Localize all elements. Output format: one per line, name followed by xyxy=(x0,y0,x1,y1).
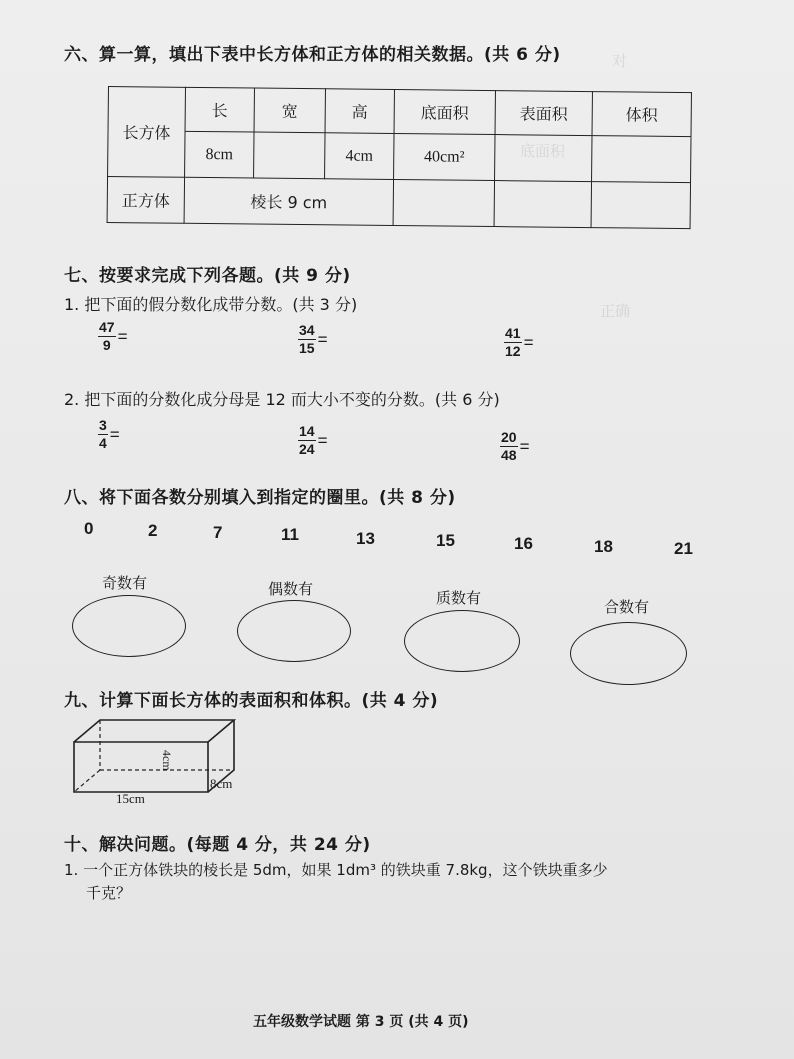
cuboid-base-area: 40cm² xyxy=(394,133,495,180)
cube-volume[interactable] xyxy=(591,182,690,229)
bleed-text: 正确 xyxy=(600,302,631,320)
section8-title: 八、将下面各数分别填入到指定的圈里。(共 8 分) xyxy=(64,488,456,508)
numerator: 3 xyxy=(99,417,107,433)
page-footer: 五年级数学试题 第 3 页 (共 4 页) xyxy=(253,1014,469,1030)
prime-numbers-circle[interactable] xyxy=(404,610,520,672)
section10-q1-line2: 千克？ xyxy=(86,884,132,902)
equals-sign: = xyxy=(519,436,530,456)
denominator: 48 xyxy=(501,447,517,463)
section7-q1: 1. 把下面的假分数化成带分数。(共 3 分) xyxy=(64,295,358,314)
section7-title: 七、按要求完成下列各题。(共 9 分) xyxy=(64,266,351,286)
numerator: 41 xyxy=(505,325,521,341)
header-volume: 体积 xyxy=(592,92,691,137)
section6-title: 六、算一算，填出下表中长方体和正方体的相关数据。(共 6 分) xyxy=(64,45,561,65)
odd-label: 奇数有 xyxy=(102,574,148,592)
cuboid-width[interactable] xyxy=(254,132,325,179)
denominator: 4 xyxy=(99,435,107,451)
number-item: 11 xyxy=(281,525,299,544)
bleed-text: 对 xyxy=(612,52,628,70)
denominator: 15 xyxy=(299,340,315,356)
cube-base-area[interactable] xyxy=(393,179,494,226)
number-item: 7 xyxy=(213,523,223,542)
number-item: 18 xyxy=(594,537,613,556)
number-item: 21 xyxy=(674,539,693,558)
equals-sign: = xyxy=(317,430,328,450)
denominator: 12 xyxy=(505,343,521,359)
fraction-20-48 xyxy=(500,430,530,463)
fraction-3-4 xyxy=(98,418,120,451)
even-numbers-circle[interactable] xyxy=(237,600,351,662)
equals-sign: = xyxy=(317,329,328,349)
header-width: 宽 xyxy=(254,88,325,133)
cuboid-length: 8cm xyxy=(185,131,254,178)
number-item: 16 xyxy=(514,534,533,553)
header-base-area: 底面积 xyxy=(394,90,495,135)
numerator: 20 xyxy=(501,429,517,445)
number-item: 13 xyxy=(356,529,375,548)
header-surface-area: 表面积 xyxy=(495,91,592,136)
cuboid-height-label: 4cm xyxy=(160,750,174,771)
header-length: 长 xyxy=(185,87,254,132)
cube-edge: 棱长 9 cm xyxy=(184,177,393,225)
cuboid-height: 4cm xyxy=(325,133,394,180)
cuboid-width-label: 8cm xyxy=(210,776,233,791)
equals-sign: = xyxy=(523,332,534,352)
fraction-34-15 xyxy=(298,323,328,356)
equals-sign: = xyxy=(117,326,128,346)
fraction-14-24 xyxy=(298,424,328,457)
prime-label: 质数有 xyxy=(436,589,482,607)
even-label: 偶数有 xyxy=(268,580,314,598)
header-height: 高 xyxy=(325,89,394,134)
numerator: 14 xyxy=(299,423,315,439)
section7-q2: 2. 把下面的分数化成分母是 12 而大小不变的分数。(共 6 分) xyxy=(64,390,500,409)
data-table xyxy=(107,86,692,229)
section9-title: 九、计算下面长方体的表面积和体积。(共 4 分) xyxy=(64,691,439,711)
number-item: 15 xyxy=(436,531,455,550)
odd-numbers-circle[interactable] xyxy=(72,595,186,657)
fraction-41-12 xyxy=(504,326,534,359)
numerator: 47 xyxy=(99,319,115,335)
cube-surface-area[interactable] xyxy=(494,181,591,228)
composite-numbers-circle[interactable] xyxy=(570,622,687,685)
cuboid-volume[interactable] xyxy=(592,136,691,183)
cube-label: 正方体 xyxy=(107,177,184,224)
composite-label: 合数有 xyxy=(604,598,650,616)
denominator: 9 xyxy=(102,337,111,353)
section10-q1-line1: 1. 一个正方体铁块的棱长是 5dm，如果 1dm³ 的铁块重 7.8kg，这个铁块重多少 xyxy=(64,861,608,879)
number-item: 2 xyxy=(148,521,158,540)
cuboid-surface-area[interactable] xyxy=(495,135,592,182)
equals-sign: = xyxy=(109,424,120,444)
numerator: 34 xyxy=(299,322,315,338)
bleed-text: 底面积 xyxy=(520,142,566,160)
number-item: 0 xyxy=(84,519,94,538)
cuboid-label: 长方体 xyxy=(108,87,186,178)
section10-title: 十、解决问题。(每题 4 分，共 24 分) xyxy=(64,835,371,855)
fraction-47-9 xyxy=(98,320,128,353)
cuboid-length-label: 15cm xyxy=(116,791,145,806)
denominator: 24 xyxy=(299,441,315,457)
